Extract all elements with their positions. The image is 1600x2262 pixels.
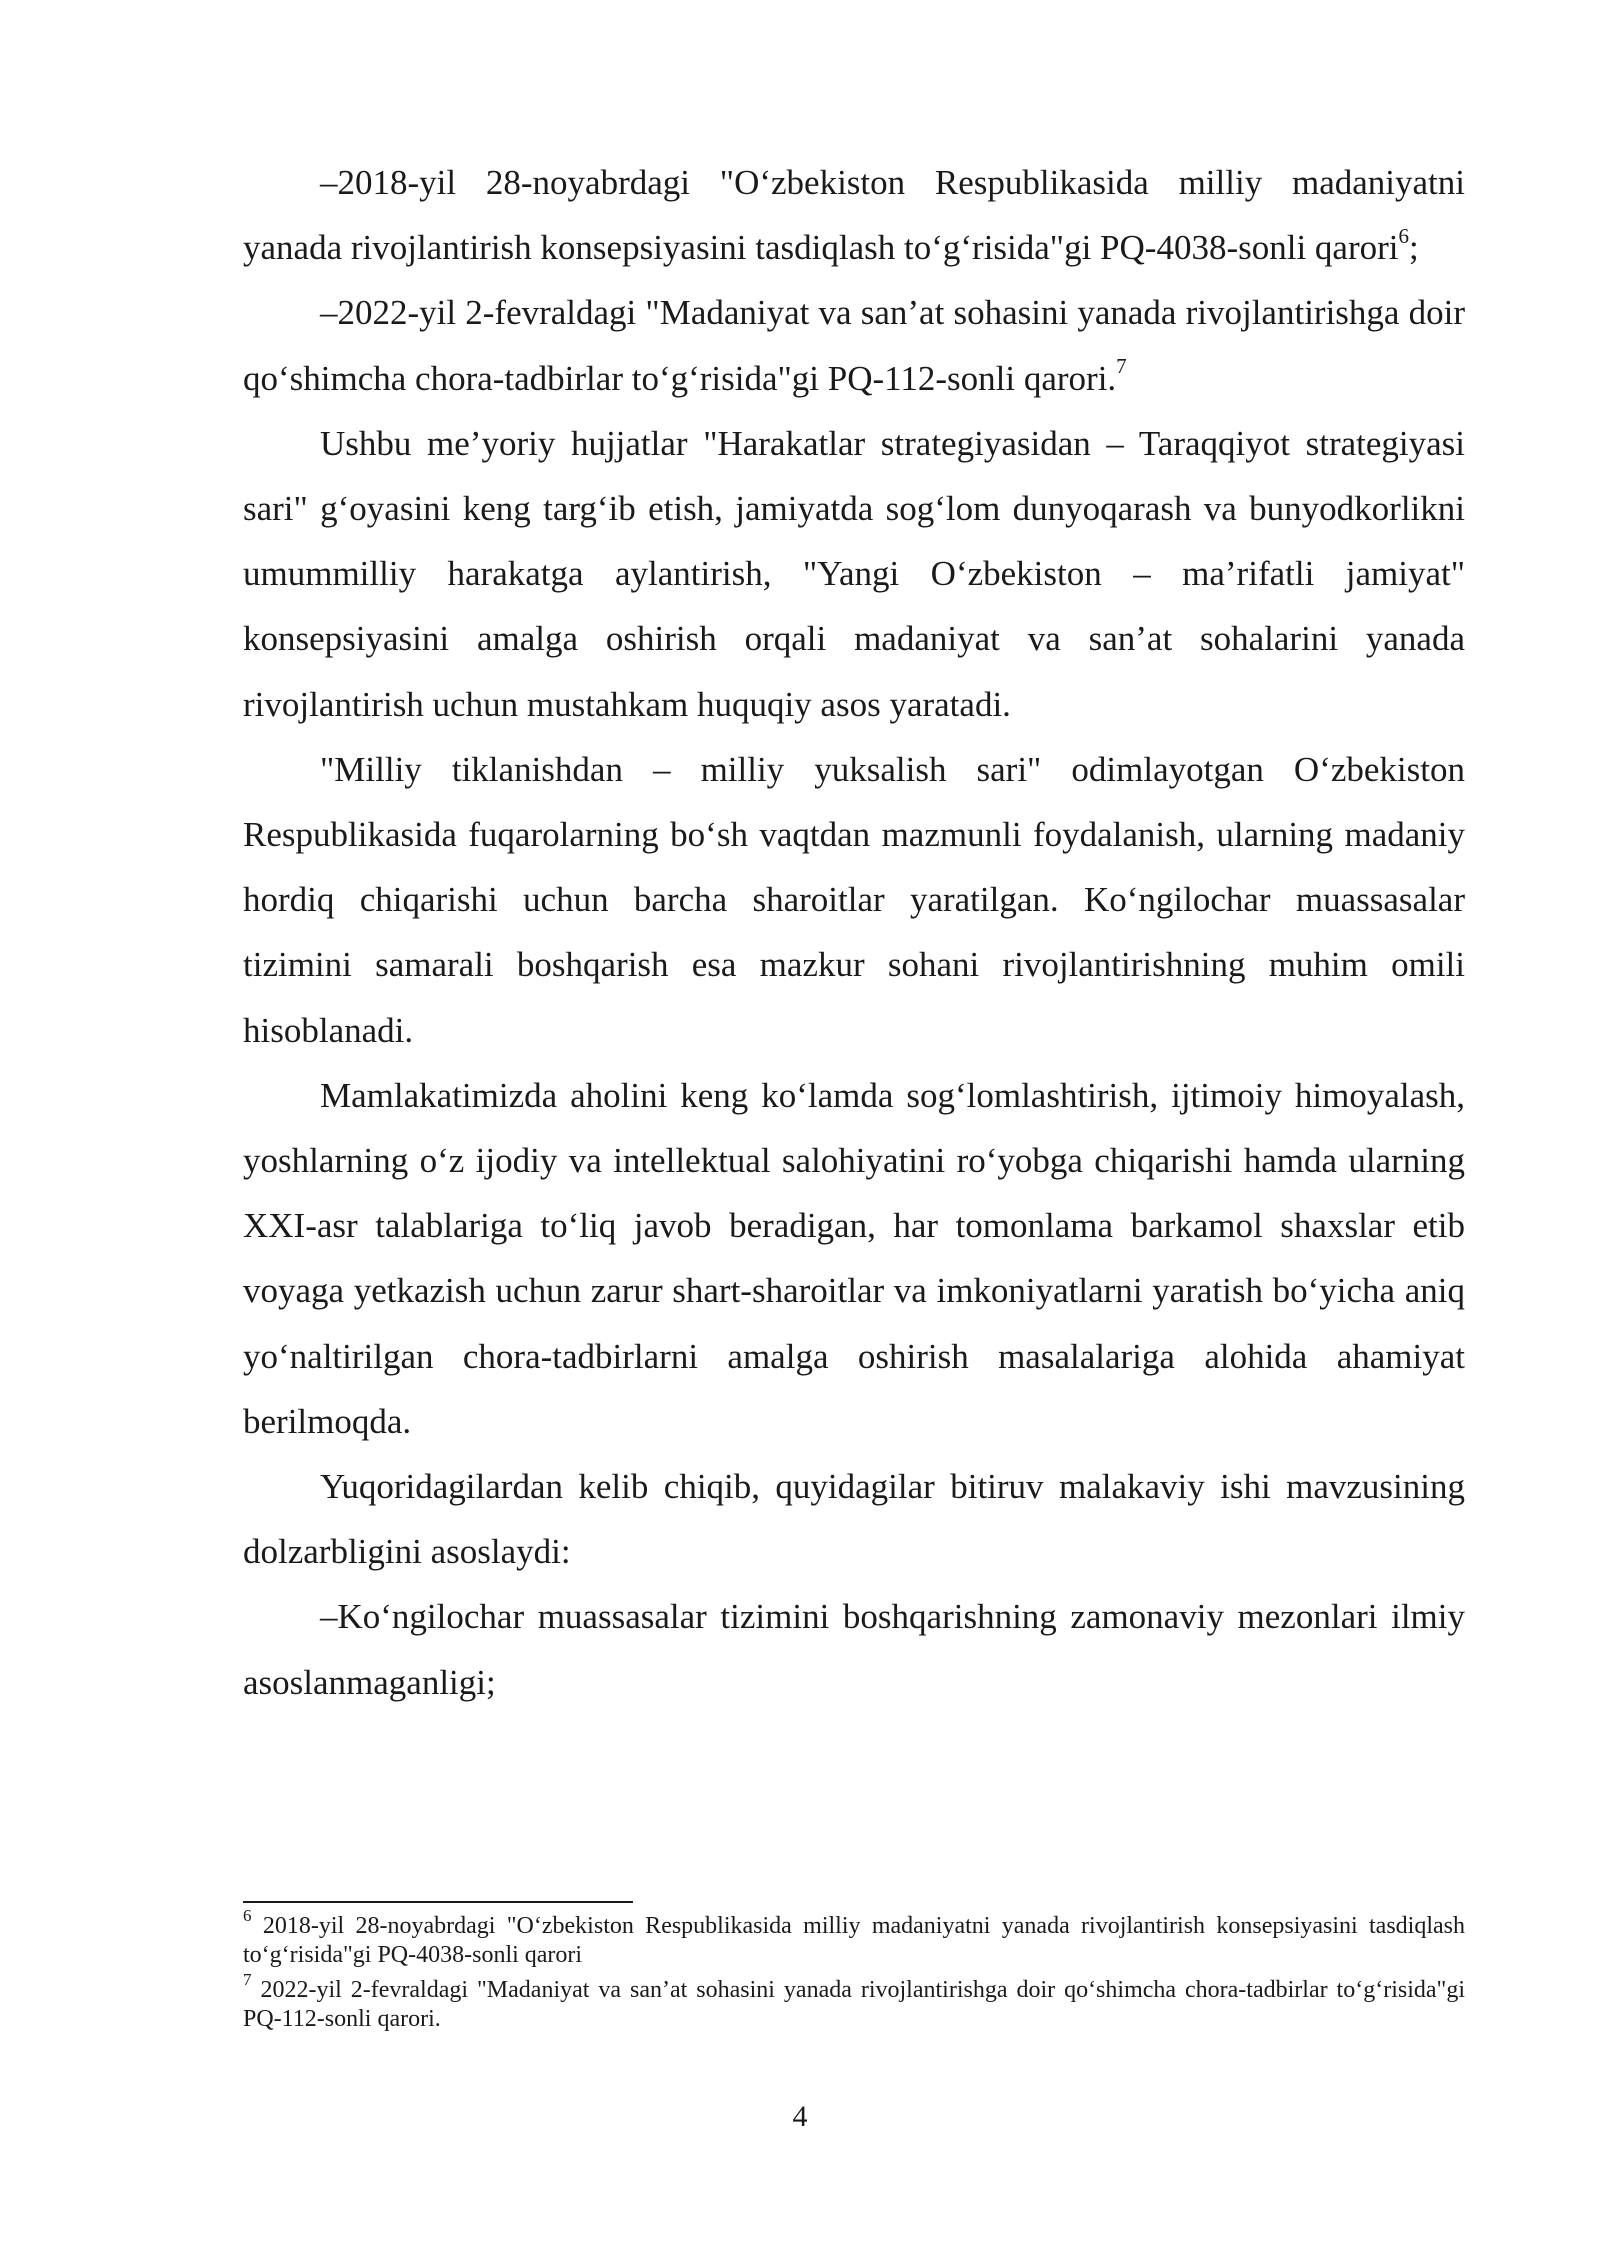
paragraph-legal-basis: Ushbu me’yoriy hujjatlar "Harakatlar strategiyasidan – Taraqqiyot strategiyasi sari" g‘oyasini keng targ‘ib etish, jamiyatda sog‘lom dunyoqarash va bunyodkorlikni umummilliy harakatga aylantirish, "Yangi O‘zbekiston – ma’rifatli jamiyat" konsepsiyasini amalga oshirish orqali madaniyat va san’at sohalarini yanada rivojlantirish uchun mustahkam huquqiy asos yaratadi. <box>243 423 1465 724</box>
paragraph-relevance-item: –Ko‘ngilochar muassasalar tizimini boshqarishning zamonaviy mezonlari ilmiy asoslanmaganligi; <box>243 1597 1465 1702</box>
footnote-number-6: 6 <box>243 1906 252 1925</box>
paragraph-youth-measures: Mamlakatimizda aholini keng ko‘lamda sog‘lomlashtirish, ijtimoiy himoyalash, yoshlarning o‘z ijodiy va intellektual salohiyatini ro‘yobga chiqarishi hamda ularning XXI-asr talablariga to‘liq javob beradigan, har tomonlama barkamol shaxslar etib voyaga yetkazish uchun zarur shart-sharoitlar va imkoniyatlarni yaratish bo‘yicha aniq yo‘naltirilgan chora-tadbirlarni amalga oshirish masalalariga alohida ahamiyat berilmoqda. <box>243 1075 1465 1441</box>
footnote-6: $^6$ 2018-yil 28-noyabrdagi "O‘zbekiston Respublikasida milliy madaniyatni yanada rivojlantirish konsepsiyasini tasdiqlash to‘g‘risida"gi PQ-4038-sonli qarori <box>243 1906 1465 1968</box>
footnote-number-7: 7 <box>243 1970 252 1989</box>
paragraph-relevance-intro: Yuqoridagilardan kelib chiqib, quyidagilar bitiruv malakaviy ishi mavzusining dolzarbligini asoslaydi: <box>243 1467 1465 1572</box>
page-number: 4 <box>792 2100 808 2133</box>
footnotes <box>243 1906 1465 2040</box>
footnote-7: $^7$ 2022-yil 2-fevraldagi "Madaniyat va san’at sohasini yanada rivojlantirishga doir qo‘shimcha chora-tadbirlar to‘g‘risida"gi PQ-112-sonli qarori. <box>243 1970 1465 2032</box>
footnote-separator <box>243 1901 633 1903</box>
paragraph-decree-2018: –2018-yil 28-noyabrdagi "O‘zbekiston Respublikasida milliy madaniyatni yanada rivojlantirish konsepsiyasini tasdiqlash to‘g‘risida"gi PQ-4038-sonli qarori$^6$; <box>243 163 1465 268</box>
paragraph-leisure-conditions: "Milliy tiklanishdan – milliy yuksalish sari" odimlayotgan O‘zbekiston Respublikasida fuqarolarning bo‘sh vaqtdan mazmunli foydalanish, ularning madaniy hordiq chiqarishi uchun barcha sharoitlar yaratilgan. Ko‘ngilochar muassasalar tizimini samarali boshqarish esa mazkur sohani rivojlantirishning muhim omili hisoblanadi. <box>243 749 1465 1050</box>
paragraph-decree-2022: –2022-yil 2-fevraldagi "Madaniyat va san’at sohasini yanada rivojlantirishga doir qo‘shimcha chora-tadbirlar to‘g‘risida"gi PQ-112-sonli qarori.$^7$ <box>243 293 1465 398</box>
footnote-ref-7[interactable]: 7 <box>1116 353 1127 378</box>
footnote-ref-6[interactable]: 6 <box>1398 223 1409 248</box>
body-text <box>243 150 1465 1715</box>
